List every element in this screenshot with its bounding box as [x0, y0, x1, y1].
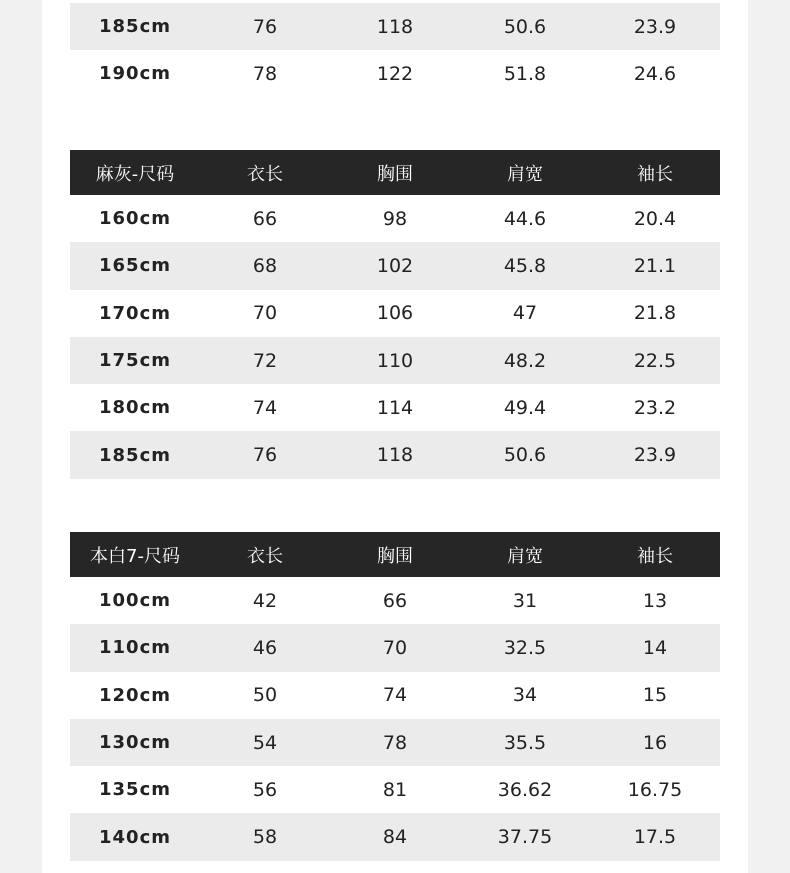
table-row	[70, 195, 720, 242]
size-cell: 185cm	[99, 444, 171, 466]
size-cell: 120cm	[99, 684, 171, 706]
table-row	[70, 813, 720, 860]
measurement-cell: 72	[252, 349, 278, 372]
measurement-cell: 14	[642, 636, 668, 659]
table-row	[70, 290, 720, 337]
measurement-cell: 42	[252, 589, 278, 612]
measurement-cell: 44.6	[503, 207, 547, 230]
measurement-cell: 45.8	[503, 254, 547, 277]
measurement-cell: 23.9	[633, 15, 677, 38]
size-table-grey	[70, 150, 720, 479]
measurement-cell: 78	[252, 62, 278, 85]
header-column-label: 袖长	[637, 163, 673, 185]
header-size-label: 麻灰-尺码	[95, 163, 175, 185]
table-row	[70, 766, 720, 813]
size-cell: 175cm	[99, 350, 171, 372]
measurement-cell: 20.4	[633, 207, 677, 230]
measurement-cell: 102	[376, 254, 414, 277]
table-row	[70, 337, 720, 384]
table-row	[70, 672, 720, 719]
measurement-cell: 31	[512, 589, 538, 612]
measurement-cell: 68	[252, 254, 278, 277]
measurement-cell: 49.4	[503, 396, 547, 419]
measurement-cell: 70	[252, 302, 278, 325]
measurement-cell: 15	[642, 684, 668, 707]
measurement-cell: 58	[252, 826, 278, 849]
measurement-cell: 122	[376, 62, 414, 85]
size-cell: 165cm	[99, 255, 171, 277]
measurement-cell: 47	[512, 302, 538, 325]
header-column-label: 衣长	[247, 163, 283, 185]
measurement-cell: 81	[382, 778, 408, 801]
size-table-white	[70, 532, 720, 861]
measurement-cell: 76	[252, 15, 278, 38]
measurement-cell: 106	[376, 302, 414, 325]
table-row	[70, 719, 720, 766]
measurement-cell: 50	[252, 684, 278, 707]
size-cell: 140cm	[99, 826, 171, 848]
measurement-cell: 32.5	[503, 636, 547, 659]
size-table-top	[70, 3, 720, 98]
measurement-cell: 118	[376, 444, 414, 467]
size-cell: 185cm	[99, 16, 171, 38]
measurement-cell: 66	[252, 207, 278, 230]
measurement-cell: 114	[376, 396, 414, 419]
measurement-cell: 35.5	[503, 731, 547, 754]
measurement-cell: 24.6	[633, 62, 677, 85]
measurement-cell: 66	[382, 589, 408, 612]
measurement-cell: 54	[252, 731, 278, 754]
size-cell: 130cm	[99, 732, 171, 754]
table-row	[70, 3, 720, 50]
size-cell: 170cm	[99, 302, 171, 324]
header-column-label: 胸围	[377, 545, 413, 567]
measurement-cell: 37.75	[497, 826, 553, 849]
table-row	[70, 242, 720, 289]
measurement-cell: 74	[252, 396, 278, 419]
header-column-label: 肩宽	[507, 163, 543, 185]
measurement-cell: 78	[382, 731, 408, 754]
table-row	[70, 431, 720, 478]
measurement-cell: 46	[252, 636, 278, 659]
measurement-cell: 110	[376, 349, 414, 372]
measurement-cell: 98	[382, 207, 408, 230]
table-header-row	[70, 150, 720, 195]
measurement-cell: 16.75	[627, 778, 683, 801]
table-row	[70, 624, 720, 671]
header-column-label: 肩宽	[507, 545, 543, 567]
table-row	[70, 50, 720, 97]
size-cell: 190cm	[99, 63, 171, 85]
header-column-label: 袖长	[637, 545, 673, 567]
table-header-row	[70, 532, 720, 577]
size-cell: 160cm	[99, 208, 171, 230]
measurement-cell: 51.8	[503, 62, 547, 85]
measurement-cell: 84	[382, 826, 408, 849]
measurement-cell: 70	[382, 636, 408, 659]
header-column-label: 衣长	[247, 545, 283, 567]
size-cell: 110cm	[99, 637, 171, 659]
measurement-cell: 34	[512, 684, 538, 707]
measurement-cell: 48.2	[503, 349, 547, 372]
table-row	[70, 384, 720, 431]
measurement-cell: 23.9	[633, 444, 677, 467]
measurement-cell: 13	[642, 589, 668, 612]
measurement-cell: 21.8	[633, 302, 677, 325]
measurement-cell: 36.62	[497, 778, 553, 801]
measurement-cell: 17.5	[633, 826, 677, 849]
measurement-cell: 23.2	[633, 396, 677, 419]
size-cell: 180cm	[99, 397, 171, 419]
measurement-cell: 50.6	[503, 15, 547, 38]
table-row	[70, 577, 720, 624]
measurement-cell: 50.6	[503, 444, 547, 467]
measurement-cell: 21.1	[633, 254, 677, 277]
measurement-cell: 22.5	[633, 349, 677, 372]
measurement-cell: 56	[252, 778, 278, 801]
header-column-label: 胸围	[377, 163, 413, 185]
size-cell: 135cm	[99, 779, 171, 801]
header-size-label: 本白7-尺码	[90, 545, 180, 567]
measurement-cell: 118	[376, 15, 414, 38]
measurement-cell: 74	[382, 684, 408, 707]
measurement-cell: 16	[642, 731, 668, 754]
measurement-cell: 76	[252, 444, 278, 467]
size-cell: 100cm	[99, 590, 171, 612]
